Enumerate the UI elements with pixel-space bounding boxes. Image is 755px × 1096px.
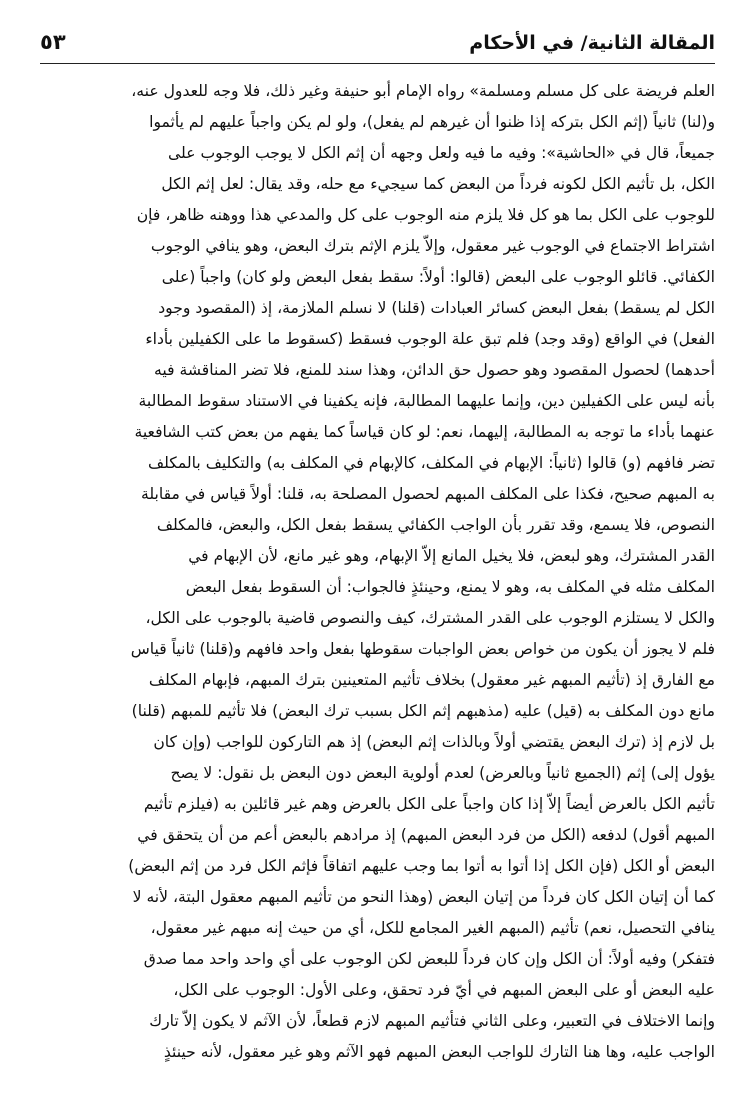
body-text — [40, 76, 715, 1068]
text-line: النصوص، فلا يسمع، وقد تقرر بأن الواجب الكفائي يسقط بفعل الكل، والبعض، فالمكلف — [156, 516, 715, 534]
text-line: المكلف مثله في المكلف به، وهو لا يمنع، وحينئذٍ فالجواب: أن السقوط بفعل البعض — [185, 578, 715, 596]
text-line: بل لازم إذ (ترك البعض يقتضي أولاً وبالذات إثم البعض) إذ هم التاركون للواجب (وإن كان — [153, 733, 715, 751]
text-line: كما أن إتيان الكل كان فرداً من إتيان البعض (وهذا النحو من تأثيم المبهم معقول البتة، لأنه لا — [132, 888, 715, 906]
text-line: تأثيم الكل بالعرض أيضاً إلاّ إذا كان واجباً على الكل بالعرض وهم غير قائلين به (فيلزم تأثيم — [143, 795, 715, 813]
text-line: يؤول إلى) إثم (الجميع ثانياً وبالعرض) لعدم أولوية البعض دون البعض بل نقول: لا يصح — [170, 764, 715, 782]
text-line: وإنما الاختلاف في التعبير، وعلى الثاني فتأثيم المبهم لازم قطعاً، لأن الآثم لا يكون إلاّ تارك — [149, 1012, 715, 1030]
text-line: مانع دون المكلف به (قيل) عليه (مذهبهم إثم الكل بسبب ترك البعض) فلا تأثيم للمبهم (قلنا) — [131, 702, 715, 720]
text-line: للوجوب على الكل بما هو كل فلا يلزم منه الوجوب على كل والمدعي هذا ووهنه ظاهر، فإن — [136, 206, 715, 224]
text-line: ينافي التحصيل، نعم) تأثيم (المبهم الغير المجامع للكل، أي من حيث إنه مبهم غير معقول، — [150, 919, 715, 937]
text-line: و(لنا) ثانياً (إثم الكل بتركه إذا ظنوا أن غيرهم لم يفعل)، ولو لم يكن واجباً عليهم لم يأثموا — [149, 113, 715, 131]
text-line: فلم لا يجوز أن يكون من خواص بعض الواجبات سقوطها بفعل واحد فافهم و(قلنا) ثانياً قياس — [130, 640, 715, 658]
text-line: مع الفارق إذ (تأثيم المبهم غير معقول) بخلاف تأثيم المتعينين بترك المبهم، فإبهام المكلف — [148, 671, 715, 689]
page-number: ٥٣ — [40, 30, 66, 54]
text-line: فتفكر) وفيه أولاً: أن الكل وإن كان فرداً للبعض لكن الوجوب على أي واحد واحد مما صدق — [143, 950, 715, 968]
text-line: الواجب عليه، وها هنا التارك للواجب البعض المبهم فهو الآثم وهو غير معقول، لأنه حينئذٍ — [163, 1043, 715, 1061]
text-line: والكل لا يستلزم الوجوب على القدر المشترك، كيف والنصوص قاضية بالوجوب على الكل، — [145, 609, 715, 627]
text-line: به المبهم صحيح، فكذا على المكلف المبهم لحصول المصلحة به، قلنا: أولاً قياس في مقابلة — [140, 485, 715, 503]
text-line: المبهم أقول) لدفعه (الكل من فرد البعض المبهم) إذ مرادهم بالبعض أعم من أن يتحقق في — [137, 826, 715, 844]
text-line: عنهما بأداء ما توجه به المطالبة، إليهما، نعم: لو كان قياساً كما يفهم من بعض كتب الشافعية — [134, 423, 715, 441]
text-line: بأنه ليس على الكفيلين دين، وإنما عليهما المطالبة، فإنه يكفينا في الاستناد سقوط المطالبة — [138, 392, 715, 410]
text-line: اشتراط الاجتماع في الوجوب غير معقول، وإلاّ يلزم الإثم بترك البعض، وهو ينافي الوجوب — [150, 237, 715, 255]
text-line: الكفائي. قائلو الوجوب على البعض (قالوا: أولاً: سقط بفعل البعض ولو كان) واجباً (على — [161, 268, 715, 286]
text-line: العلم فريضة على كل مسلم ومسلمة» رواه الإمام أبو حنيفة وغير ذلك، فلا وجه للعدول عنه، — [131, 82, 715, 100]
text-line: الفعل) في الواقع (وقد وجد) فلم تبق علة الوجوب فسقط (كسقوط ما على الكفيلين بأداء — [145, 330, 715, 348]
running-title: المقالة الثانية/ في الأحكام — [469, 32, 715, 54]
text-line: الكل لم يسقط) بفعل البعض كسائر العبادات (قلنا) لا نسلم الملازمة، إذ (المقصود وجود — [158, 299, 715, 317]
page-header — [40, 22, 715, 62]
text-line: الكل، بل تأثيم الكل لكونه فرداً من البعض كما سيجيء مع حله، وقد يقال: لعل إثم الكل — [161, 175, 715, 193]
text-line: عليه البعض أو على البعض المبهم في أيّ فرد تحقق، وعلى الأول: الوجوب على الكل، — [173, 981, 715, 999]
text-line: القدر المشترك، وهو لبعض، فلا يخيل المانع إلاّ الإبهام، وهو غير مانع، لأن الإبهام في — [188, 547, 715, 565]
text-line: تضر فافهم (و) قالوا (ثانياً: الإبهام في المكلف، كالإبهام في المكلف به) والتكليف بالمكلف — [147, 454, 715, 472]
text-line: أحدهما) لحصول المقصود وهو حصول حق الدائن، وهذا سند للمنع، فلا تضر المناقشة فيه — [154, 361, 715, 379]
header-rule — [40, 63, 715, 64]
text-line: جميعاً، قال في «الحاشية»: وفيه ما فيه ولعل وجهه أن إثم الكل لا يوجب الوجوب على — [168, 144, 715, 162]
text-line: البعض أو الكل (فإن الكل إذا أتوا به أتوا بما وجب عليهم اتفاقاً فإثم الكل فرد من إثم البعض) — [128, 857, 715, 875]
